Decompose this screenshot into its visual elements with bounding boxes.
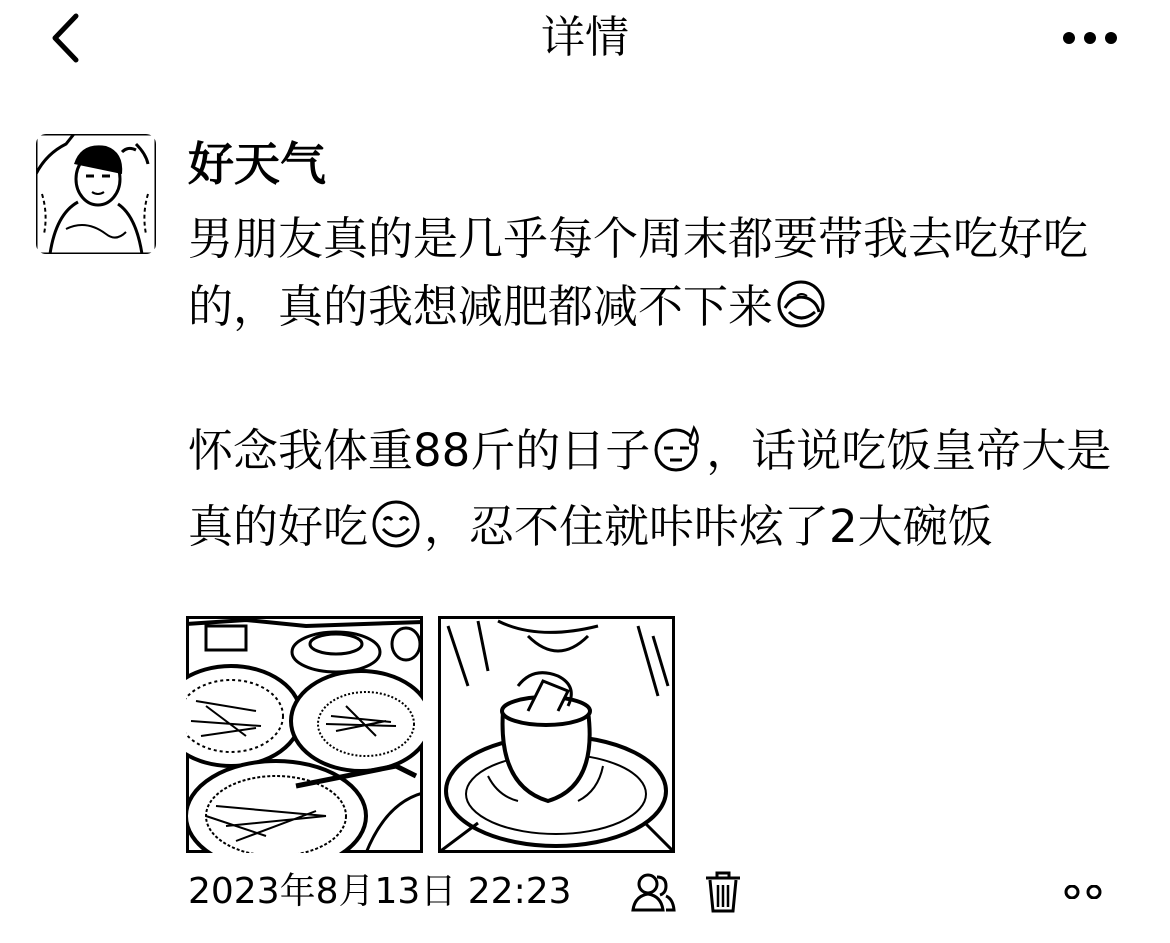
post-text-segment: ，忍不住就咔咔炫了2大碗饭	[424, 500, 993, 553]
more-dots-icon	[1063, 885, 1103, 899]
visibility-friends-icon[interactable]	[630, 872, 676, 914]
post-text	[188, 205, 1138, 569]
avatar[interactable]	[36, 134, 156, 254]
nav-bar	[0, 0, 1170, 80]
smile-emoji-icon	[370, 498, 422, 569]
post-text-segment: 怀念我体重88斤的日子	[188, 424, 651, 477]
page-title: 详情	[541, 12, 629, 63]
comment-action-button[interactable]	[1058, 874, 1108, 910]
facepalm-emoji-icon	[775, 278, 827, 349]
more-horizontal-icon	[1062, 31, 1118, 45]
sweat-emoji-icon	[652, 422, 704, 493]
food-photo-dishes[interactable]	[186, 616, 423, 853]
post-paragraph-2	[188, 417, 1138, 569]
post-paragraph-1	[188, 205, 1138, 349]
author-name[interactable]: 好天气	[188, 137, 326, 191]
post-text-segment: 男朋友真的是几乎每个周末都要带我去吃好吃的，真的我想减肥都减不下来	[188, 212, 1089, 333]
more-button[interactable]	[1055, 18, 1125, 58]
food-photo-dessert[interactable]	[438, 616, 675, 853]
delete-icon[interactable]	[704, 870, 742, 914]
post-timestamp: 2023年8月13日 22:23	[188, 871, 572, 912]
post-text-segment: ，话说吃饭皇帝大是真的好吃	[188, 424, 1112, 553]
